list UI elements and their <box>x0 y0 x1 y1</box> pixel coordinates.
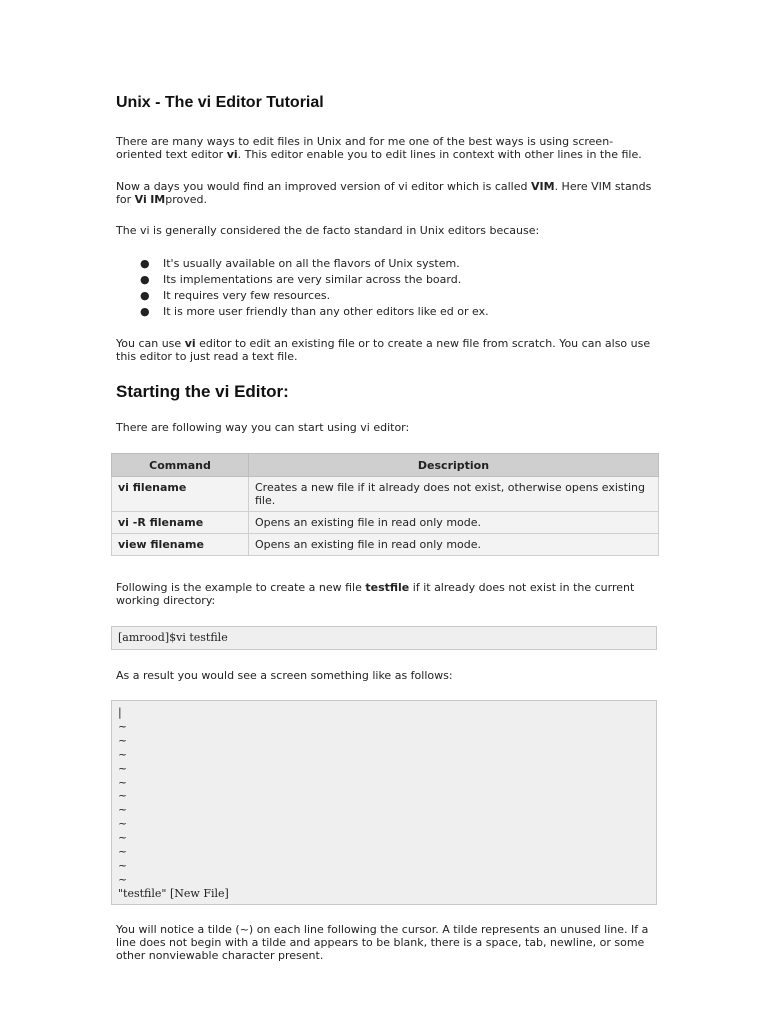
result-lead: As a result you would see a screen something like as follows: <box>116 669 453 682</box>
section-lead: There are following way you can start using vi editor: <box>116 421 410 434</box>
bullet-icon: ● <box>140 257 150 270</box>
command-cell: view filename <box>112 534 249 556</box>
bullet-icon: ● <box>140 289 150 302</box>
command-code-block <box>111 626 657 650</box>
example-paragraph <box>116 581 656 607</box>
tilde-note-paragraph: You will notice a tilde (~) on each line following the cursor. A tilde represents an unused line. If a line does not begin with a tilde and appears to be blank, there is a space, tab, newline, or some other nonviewable character present. <box>116 923 649 962</box>
screen-line: ~ <box>118 803 128 817</box>
section-heading: Starting the vi Editor: <box>116 382 289 401</box>
screen-line: ~ <box>118 789 128 803</box>
reasons-list <box>116 256 656 320</box>
screen-status-line: "testfile" [New File] <box>118 886 229 900</box>
description-cell: Opens an existing file in read only mode. <box>249 512 659 534</box>
text: . This editor enable you to edit lines in context with other lines in the file. <box>237 148 642 161</box>
description-cell: Opens an existing file in read only mode. <box>249 534 659 556</box>
bold-term-im: IM <box>150 193 166 206</box>
screen-line: ~ <box>118 747 128 761</box>
screen-line: ~ <box>118 858 128 872</box>
bold-term-vi-abbrev: Vi <box>134 193 147 206</box>
bold-term-testfile: testfile <box>365 581 410 594</box>
list-item <box>116 256 656 272</box>
screen-line: ~ <box>118 872 128 886</box>
bullet-icon: ● <box>140 305 150 318</box>
description-cell: Creates a new file if it already does not exist, otherwise opens existing file. <box>249 477 659 512</box>
bold-term-vi: vi <box>226 148 238 161</box>
text: Now a days you would find an improved version of vi editor which is called <box>116 180 531 193</box>
text: Following is the example to create a new file <box>116 581 366 594</box>
list-item-text: It is more user friendly than any other editors like ed or ex. <box>163 305 489 318</box>
bold-term-vi: vi <box>184 337 196 350</box>
screen-line: ~ <box>118 719 128 733</box>
text: You can use <box>116 337 185 350</box>
list-item-text: It requires very few resources. <box>163 289 331 302</box>
command-table <box>111 453 659 556</box>
page-title: Unix - The vi Editor Tutorial <box>116 94 324 111</box>
list-item <box>116 304 656 320</box>
text: proved. <box>165 193 208 206</box>
command-cell: vi filename <box>112 477 249 512</box>
text: There are many ways to edit files in Unix and for me one of the best ways is using screen-oriented text editor <box>116 135 614 161</box>
screen-line: ~ <box>118 761 128 775</box>
intro-paragraph-3: The vi is generally considered the de facto standard in Unix editors because: <box>116 224 540 237</box>
intro-paragraph-2 <box>116 180 656 206</box>
text: if it already does not exist in the current working directory: <box>116 581 635 607</box>
list-item-text: Its implementations are very similar across the board. <box>163 273 462 286</box>
list-item <box>116 288 656 304</box>
vi-screen-block <box>111 700 657 905</box>
table-row <box>112 512 659 534</box>
column-header-description: Description <box>249 454 659 477</box>
screen-line: ~ <box>118 775 128 789</box>
code-line: [amrood]$vi testfile <box>118 631 228 644</box>
text: . Here VIM stands for <box>116 180 652 206</box>
bold-term-vim: VIM <box>531 180 555 193</box>
intro-paragraph-4 <box>116 337 656 363</box>
text: editor to edit an existing file or to create a new file from scratch. You can also use this editor to just read a text file. <box>116 337 651 363</box>
screen-line: ~ <box>118 733 128 747</box>
screen-line: ~ <box>118 845 128 859</box>
screen-line: ~ <box>118 831 128 845</box>
bullet-icon: ● <box>140 273 150 286</box>
screen-line: | <box>118 706 122 719</box>
column-header-command: Command <box>112 454 249 477</box>
intro-paragraph-1 <box>116 135 656 161</box>
list-item-text: It's usually available on all the flavors of Unix system. <box>163 257 460 270</box>
table-row <box>112 477 659 512</box>
table-row <box>112 534 659 556</box>
list-item <box>116 272 656 288</box>
screen-line: ~ <box>118 817 128 831</box>
command-cell: vi -R filename <box>112 512 249 534</box>
table-header-row <box>112 454 659 477</box>
